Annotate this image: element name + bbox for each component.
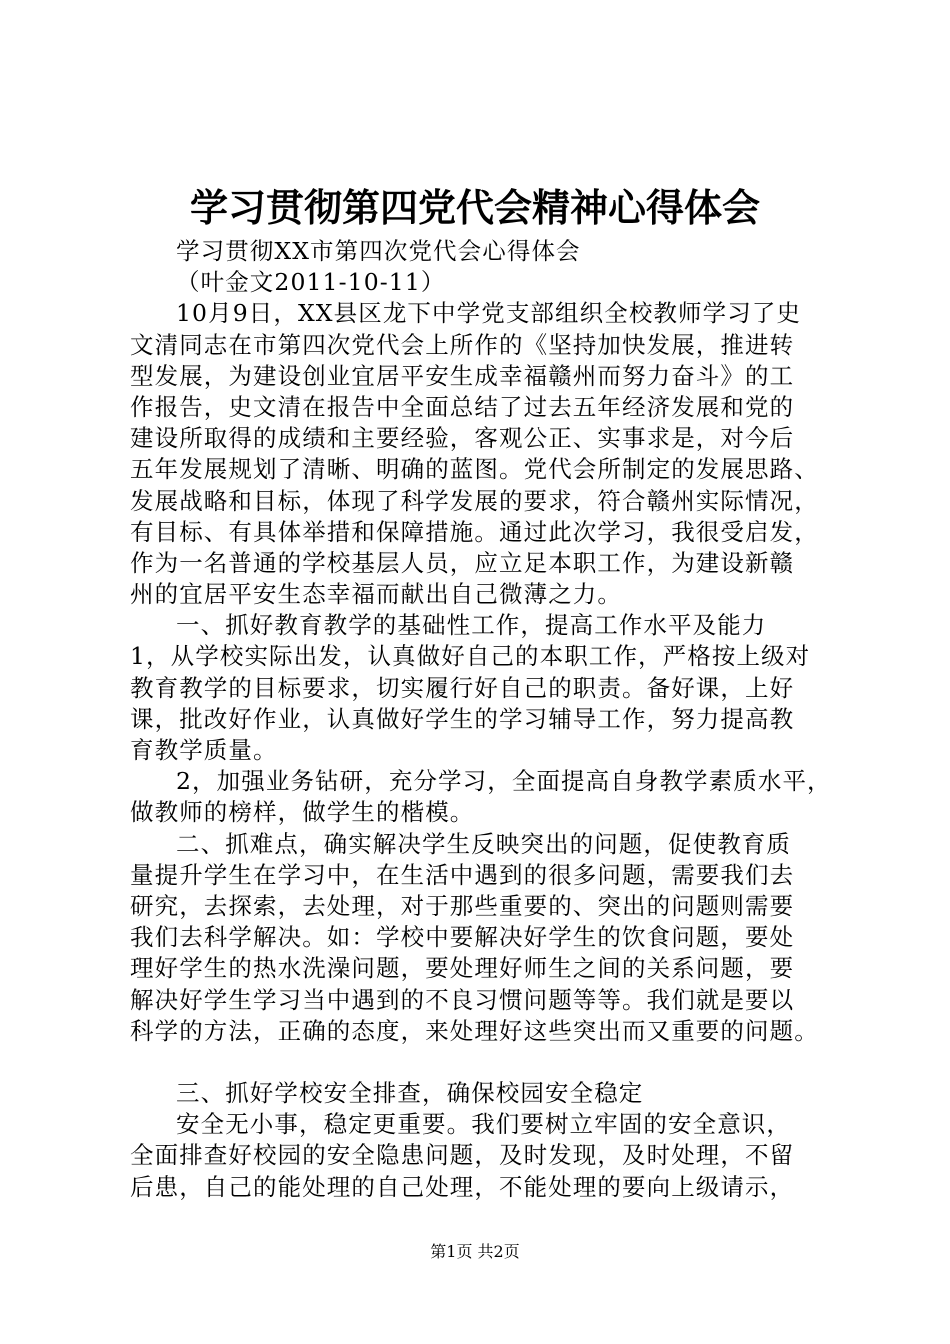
body-line: 型发展，为建设创业宜居平安生成幸福赣州而努力奋斗》的工 [130,361,795,390]
body-line: 作为一名普通的学校基层人员，应立足本职工作，为建设新赣 [130,548,795,577]
body-line: 作报告，史文清在报告中全面总结了过去五年经济发展和党的 [130,392,795,421]
body-line: 解决好学生学习当中遇到的不良习惯问题等等。我们就是要以 [130,985,795,1014]
body-line: 全面排查好校园的安全隐患问题，及时发现，及时处理，不留 [130,1141,795,1170]
body-line: 育教学质量。 [130,736,278,764]
body-line: （叶金文2011-10-11） [176,268,446,297]
body-line: 10月9日，XX县区龙下中学党支部组织全校教师学习了史 [176,299,802,328]
body-line: 建设所取得的成绩和主要经验，客观公正、实事求是，对今后 [130,424,795,453]
body-line: 1，从学校实际出发，认真做好自己的本职工作，严格按上级对 [130,642,811,671]
body-line: 教育教学的目标要求，切实履行好自己的职责。备好课，上好 [130,673,795,702]
document-title: 学习贯彻第四党代会精神心得体会 [189,186,760,230]
page-footer: 第1页 共2页 [430,1242,520,1261]
body-line: 二、抓难点，确实解决学生反映突出的问题，促使教育质 [176,829,791,858]
body-line: 我们去科学解决。如：学校中要解决好学生的饮食问题，要处 [130,923,795,952]
body-line: 三、抓好学校安全排查，确保校园安全稳定 [176,1079,644,1108]
body-line: 研究，去探索，去处理，对于那些重要的、突出的问题则需要 [130,891,795,920]
body-line: 做教师的榜样，做学生的楷模。 [130,798,475,827]
body-line: 2，加强业务钻研，充分学习，全面提高自身教学素质水平， [176,767,832,796]
body-line: 安全无小事，稳定更重要。我们要树立牢固的安全意识， [176,1110,791,1139]
body-line: 一、抓好教育教学的基础性工作，提高工作水平及能力 [176,611,767,640]
body-line: 科学的方法，正确的态度，来处理好这些突出而又重要的问题。 [130,1016,819,1045]
body-line: 有目标、有具体举措和保障措施。通过此次学习，我很受启发， [130,517,819,546]
body-line: 州的宜居平安生态幸福而献出自己微薄之力。 [130,580,622,609]
body-line: 五年发展规划了清晰、明确的蓝图。党代会所制定的发展思路、 [130,455,819,484]
body-line [130,1047,860,1078]
body-line: 文清同志在市第四次党代会上所作的《坚持加快发展，推进转 [130,330,795,359]
document-body [130,236,860,1203]
body-line: 量提升学生在学习中，在生活中遇到的很多问题，需要我们去 [130,860,795,889]
body-line: 理好学生的热水洗澡问题，要处理好师生之间的关系问题，要 [130,954,795,983]
body-line: 学习贯彻XX市第四次党代会心得体会 [176,237,581,265]
body-line: 发展战略和目标，体现了科学发展的要求，符合赣州实际情况， [130,486,819,515]
body-line: 后患，自己的能处理的自己处理，不能处理的要向上级请示， [130,1172,795,1201]
body-line: 课，批改好作业，认真做好学生的学习辅导工作，努力提高教 [130,704,795,733]
